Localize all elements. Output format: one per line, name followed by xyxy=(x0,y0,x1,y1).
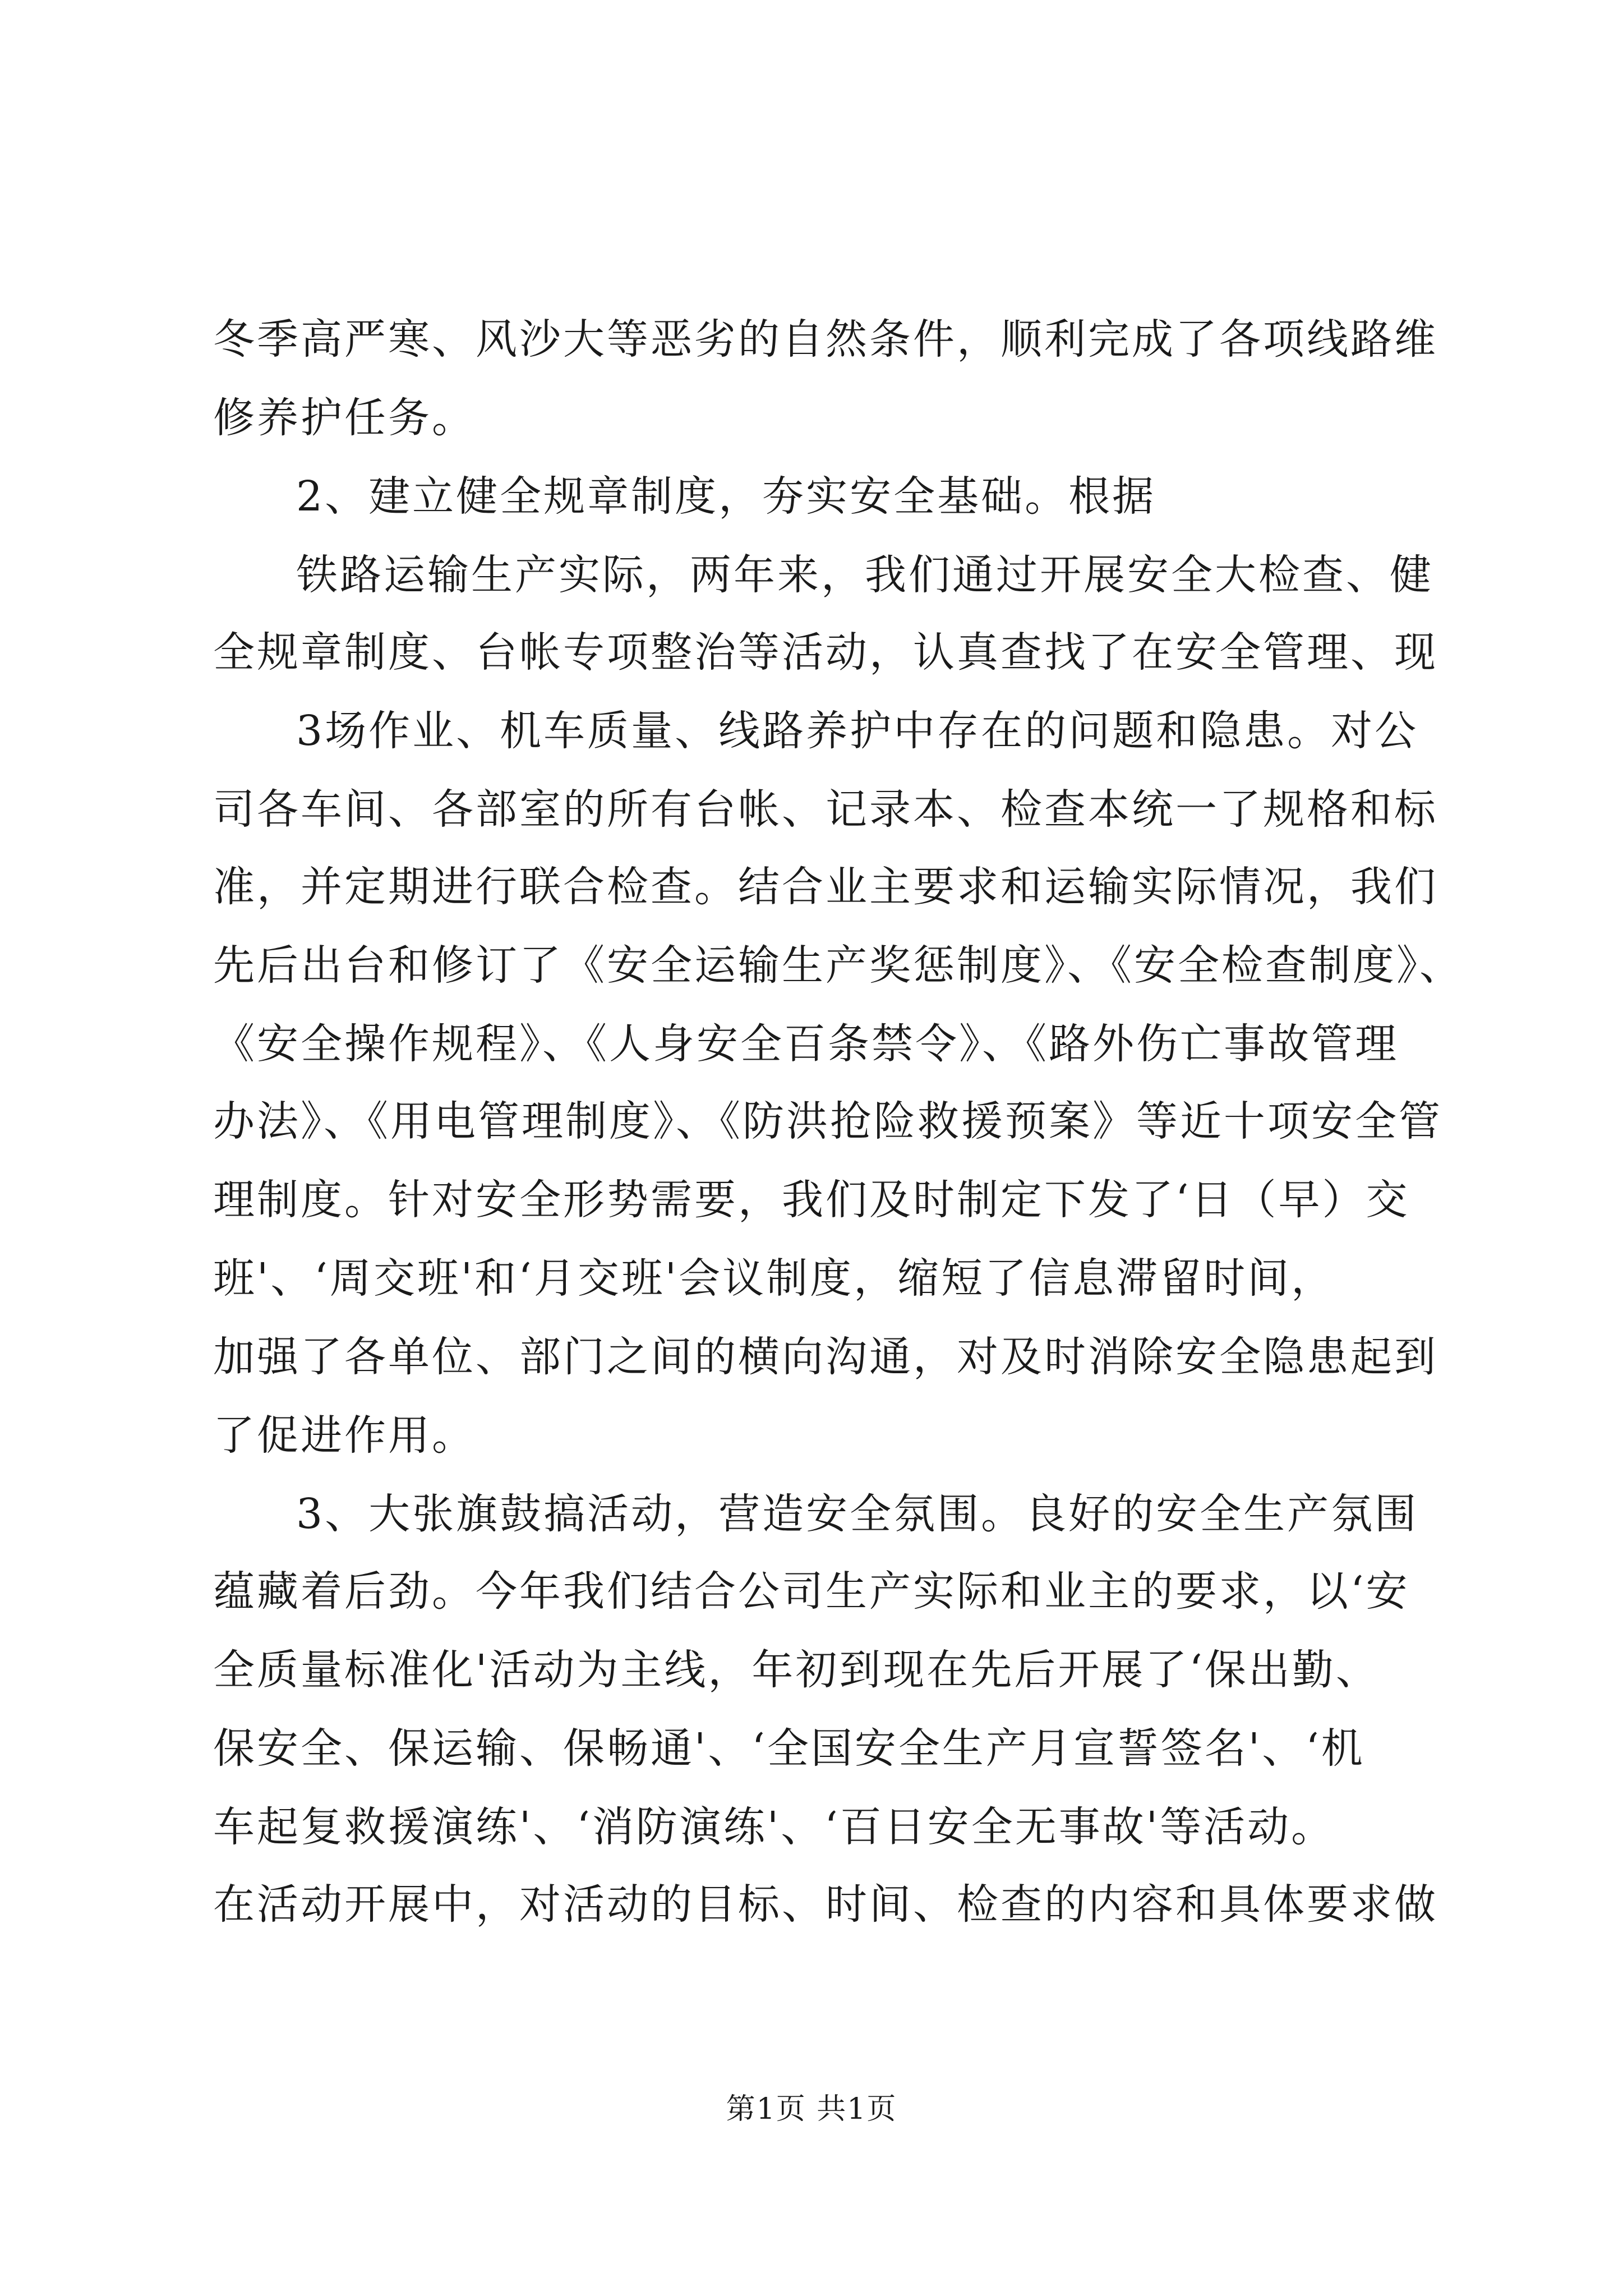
text-line-13: 班'、‘周交班'和‘月交班'会议制度，缩短了信息滞留时间， xyxy=(213,1254,1335,1303)
text-line-11: 办法》、《用电管理制度》、《防洪抢险救援预案》等近十项安全管 xyxy=(213,1097,1442,1145)
text-line-19: 保安全、保运输、保畅通'、‘全国安全生产月宣誓签名'、‘机 xyxy=(213,1724,1365,1773)
text-line-5: 全规章制度、台帐专项整治等活动，认真查找了在安全管理、现 xyxy=(213,628,1438,677)
text-line-3: 2、建立健全规章制度，夯实安全基础。根据 xyxy=(296,472,1156,521)
text-line-6: 3场作业、机车质量、线路养护中存在的问题和隐患。对公 xyxy=(296,707,1419,755)
text-line-20: 车起复救援演练'、‘消防演练'、‘百日安全无事故'等活动。 xyxy=(213,1803,1335,1851)
text-line-1: 冬季高严寒、风沙大等恶劣的自然条件，顺利完成了各项线路维 xyxy=(213,315,1438,364)
text-line-7: 司各车间、各部室的所有台帐、记录本、检查本统一了规格和标 xyxy=(213,785,1438,834)
text-line-10: 《安全操作规程》、《人身安全百条禁令》、《路外伤亡事故管理 xyxy=(213,1020,1399,1068)
text-line-17: 蕴藏着后劲。今年我们结合公司生产实际和业主的要求，以‘安 xyxy=(213,1567,1410,1616)
text-line-16: 3、大张旗鼓搞活动，营造安全氛围。良好的安全生产氛围 xyxy=(296,1490,1419,1538)
text-line-8: 准，并定期进行联合检查。结合业主要求和运输实际情况，我们 xyxy=(213,863,1438,911)
text-line-14: 加强了各单位、部门之间的横向沟通，对及时消除安全隐患起到 xyxy=(213,1333,1438,1381)
page-footer: 第1页 共1页 xyxy=(726,2092,897,2126)
text-line-2: 修养护任务。 xyxy=(213,394,476,442)
text-line-12: 理制度。针对安全形势需要，我们及时制定下发了‘日（早）交 xyxy=(213,1176,1410,1224)
text-line-15: 了促进作用。 xyxy=(213,1411,476,1460)
text-line-21: 在活动开展中，对活动的目标、时间、检查的内容和具体要求做 xyxy=(213,1880,1438,1929)
text-line-18: 全质量标准化'活动为主线，年初到现在先后开展了‘保出勤、 xyxy=(213,1646,1380,1694)
text-line-4: 铁路运输生产实际，两年来，我们通过开展安全大检查、健 xyxy=(296,551,1433,599)
text-line-9: 先后出台和修订了《安全运输生产奖惩制度》、《安全检查制度》、 xyxy=(213,941,1463,990)
